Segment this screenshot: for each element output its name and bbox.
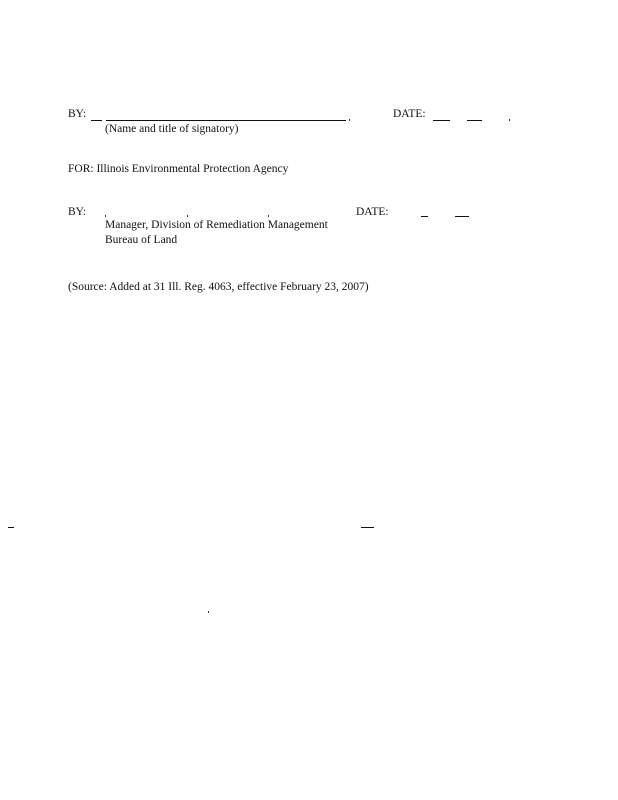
stray-mark-left [8,527,14,528]
by-signature-line-1b [106,120,346,121]
date-line-1a [433,120,450,121]
date-line-1b [467,120,482,121]
by-label-2: BY: [68,206,87,218]
manager-title: Manager, Division of Remediation Management [105,219,328,231]
stray-dot [208,611,209,613]
source-note: (Source: Added at 31 Ill. Reg. 4063, effective February 23, 2007) [68,281,369,293]
line-mark [105,215,106,217]
bureau-name: Bureau of Land [105,234,178,246]
date-label-1: DATE: [393,108,426,120]
line-mark [509,119,510,121]
signatory-caption: (Name and title of signatory) [105,123,239,135]
for-agency-line: FOR: Illinois Environmental Protection Agency [68,163,289,175]
stray-mark-right [361,527,374,528]
date-line-2b [455,216,469,217]
by-signature-line-1a [91,120,102,121]
line-mark [187,215,188,217]
date-label-2: DATE: [356,206,389,218]
line-mark [268,215,269,217]
by-label-1: BY: [68,108,87,120]
date-line-2a [421,216,428,217]
line-mark [349,119,350,121]
